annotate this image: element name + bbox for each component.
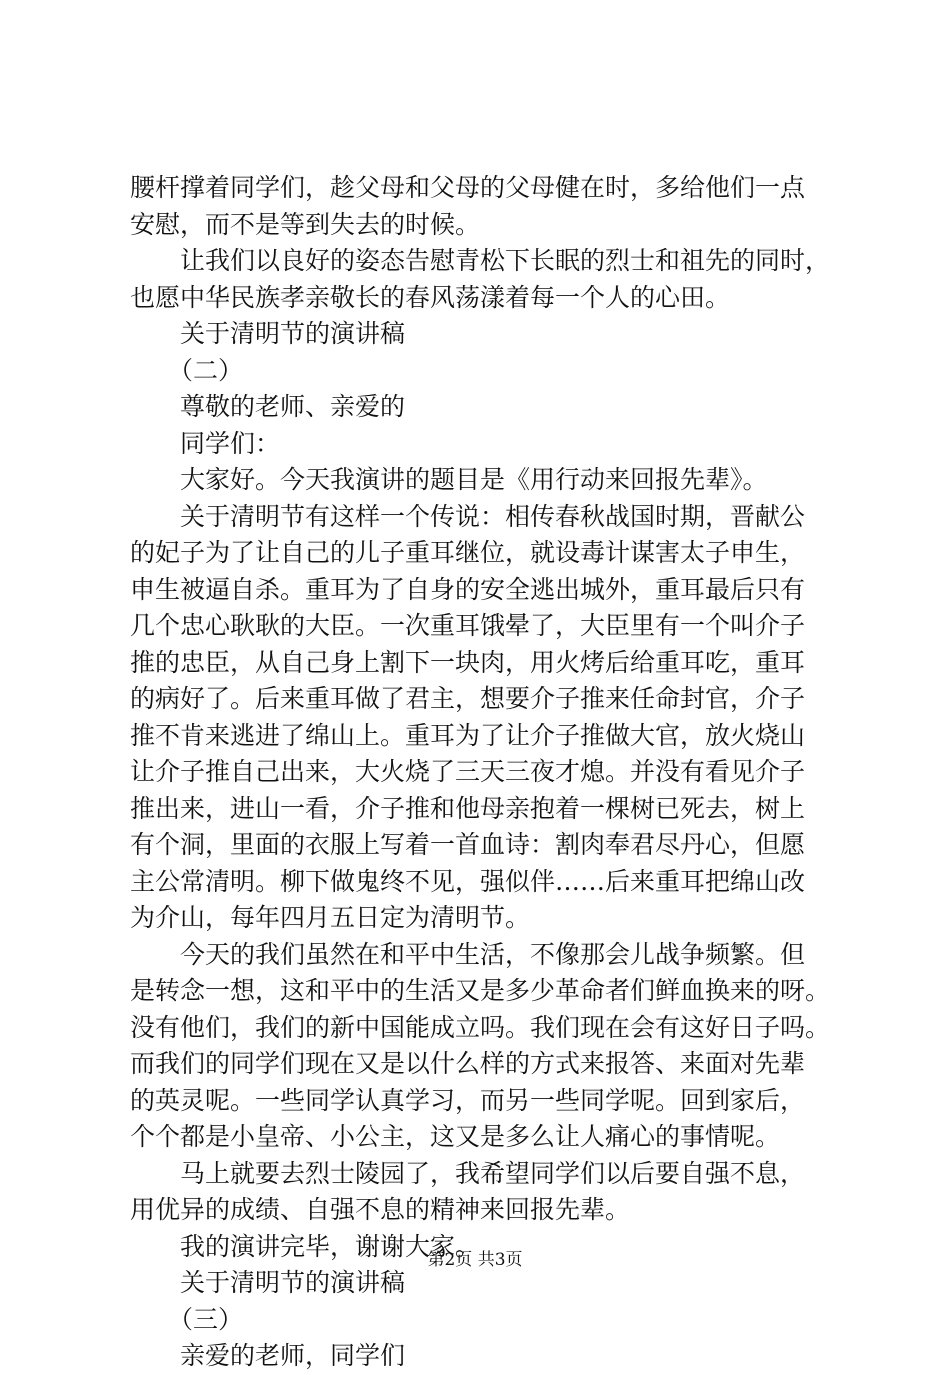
- salutation: 同学们：: [180, 428, 281, 458]
- text-line: 有个洞，里面的衣服上写着一首血诗：割肉奉君尽丹心，但愿: [130, 830, 806, 859]
- section-heading: 关于清明节的演讲稿: [180, 1268, 406, 1297]
- text-line: 申生被逼自杀。重耳为了自身的安全逃出城外，重耳最后只有: [130, 574, 806, 604]
- text-line: 我的演讲完毕，谢谢大家。: [180, 1231, 481, 1261]
- text-line: 腰杆撑着同学们，趁父母和父母的父母健在时，多给他们一点: [130, 173, 806, 202]
- text-line: 大家好。今天我演讲的题目是《用行动来回报先辈》。: [180, 465, 768, 494]
- salutation: 尊敬的老师、亲爱的: [180, 392, 406, 421]
- text-line: 而我们的同学们现在又是以什么样的方式来报答、来面对先辈: [130, 1049, 806, 1078]
- text-line: 推不肯来逃进了绵山上。重耳为了让介子推做大官，放火烧山: [130, 720, 806, 750]
- text-line: 的妃子为了让自己的儿子重耳继位，就设毒计谋害太子申生，: [130, 538, 806, 567]
- text-line: 是转念一想，这和平中的生活又是多少革命者们鲜血换来的呀。: [130, 976, 830, 1005]
- section-number: （二）: [168, 355, 244, 385]
- text-line: 让我们以良好的姿态告慰青松下长眠的烈士和祖先的同时，: [180, 246, 830, 275]
- text-line: 主公常清明。柳下做鬼终不见，强似伴……后来重耳把绵山改: [130, 866, 806, 896]
- text-line: 今天的我们虽然在和平中生活，不像那会儿战争频繁。但: [180, 939, 806, 969]
- text-line: 几个忠心耿耿的大臣。一次重耳饿晕了，大臣里有一个叫介子: [130, 611, 806, 640]
- text-line: 个个都是小皇帝、小公主，这又是多么让人痛心的事情呢。: [130, 1122, 781, 1151]
- text-line: 马上就要去烈士陵园了，我希望同学们以后要自强不息，: [180, 1158, 806, 1188]
- text-line: 没有他们，我们的新中国能成立吗。我们现在会有这好日子吗。: [130, 1012, 830, 1042]
- text-line: 的病好了。后来重耳做了君主，想要介子推来任命封官，介子: [130, 684, 806, 713]
- text-line: 推出来，进山一看，介子推和他母亲抱着一棵树已死去，树上: [130, 793, 806, 823]
- text-line: 也愿中华民族孝亲敬长的春风荡漾着每一个人的心田。: [130, 282, 731, 312]
- document-body: [130, 170, 830, 1375]
- section-number: （三）: [168, 1304, 244, 1334]
- section-heading: 关于清明节的演讲稿: [180, 319, 406, 348]
- text-line: 为介山，每年四月五日定为清明节。: [130, 903, 531, 932]
- text-line: 的英灵呢。一些同学认真学习，而另一些同学呢。回到家后，: [130, 1085, 806, 1115]
- text-line: 让介子推自己出来，大火烧了三天三夜才熄。并没有看见介子: [130, 757, 806, 786]
- text-line: 关于清明节有这样一个传说：相传春秋战国时期，晋献公: [180, 501, 806, 531]
- text-line: 推的忠臣，从自己身上割下一块肉，用火烤后给重耳吃，重耳: [130, 647, 806, 677]
- salutation: 亲爱的老师，同学们: [180, 1341, 406, 1370]
- text-line: 用优异的成绩、自强不息的精神来回报先辈。: [130, 1195, 631, 1224]
- text-line: 安慰，而不是等到失去的时候。: [130, 209, 481, 239]
- page-number-footer: 第2页 共3页: [427, 1250, 523, 1270]
